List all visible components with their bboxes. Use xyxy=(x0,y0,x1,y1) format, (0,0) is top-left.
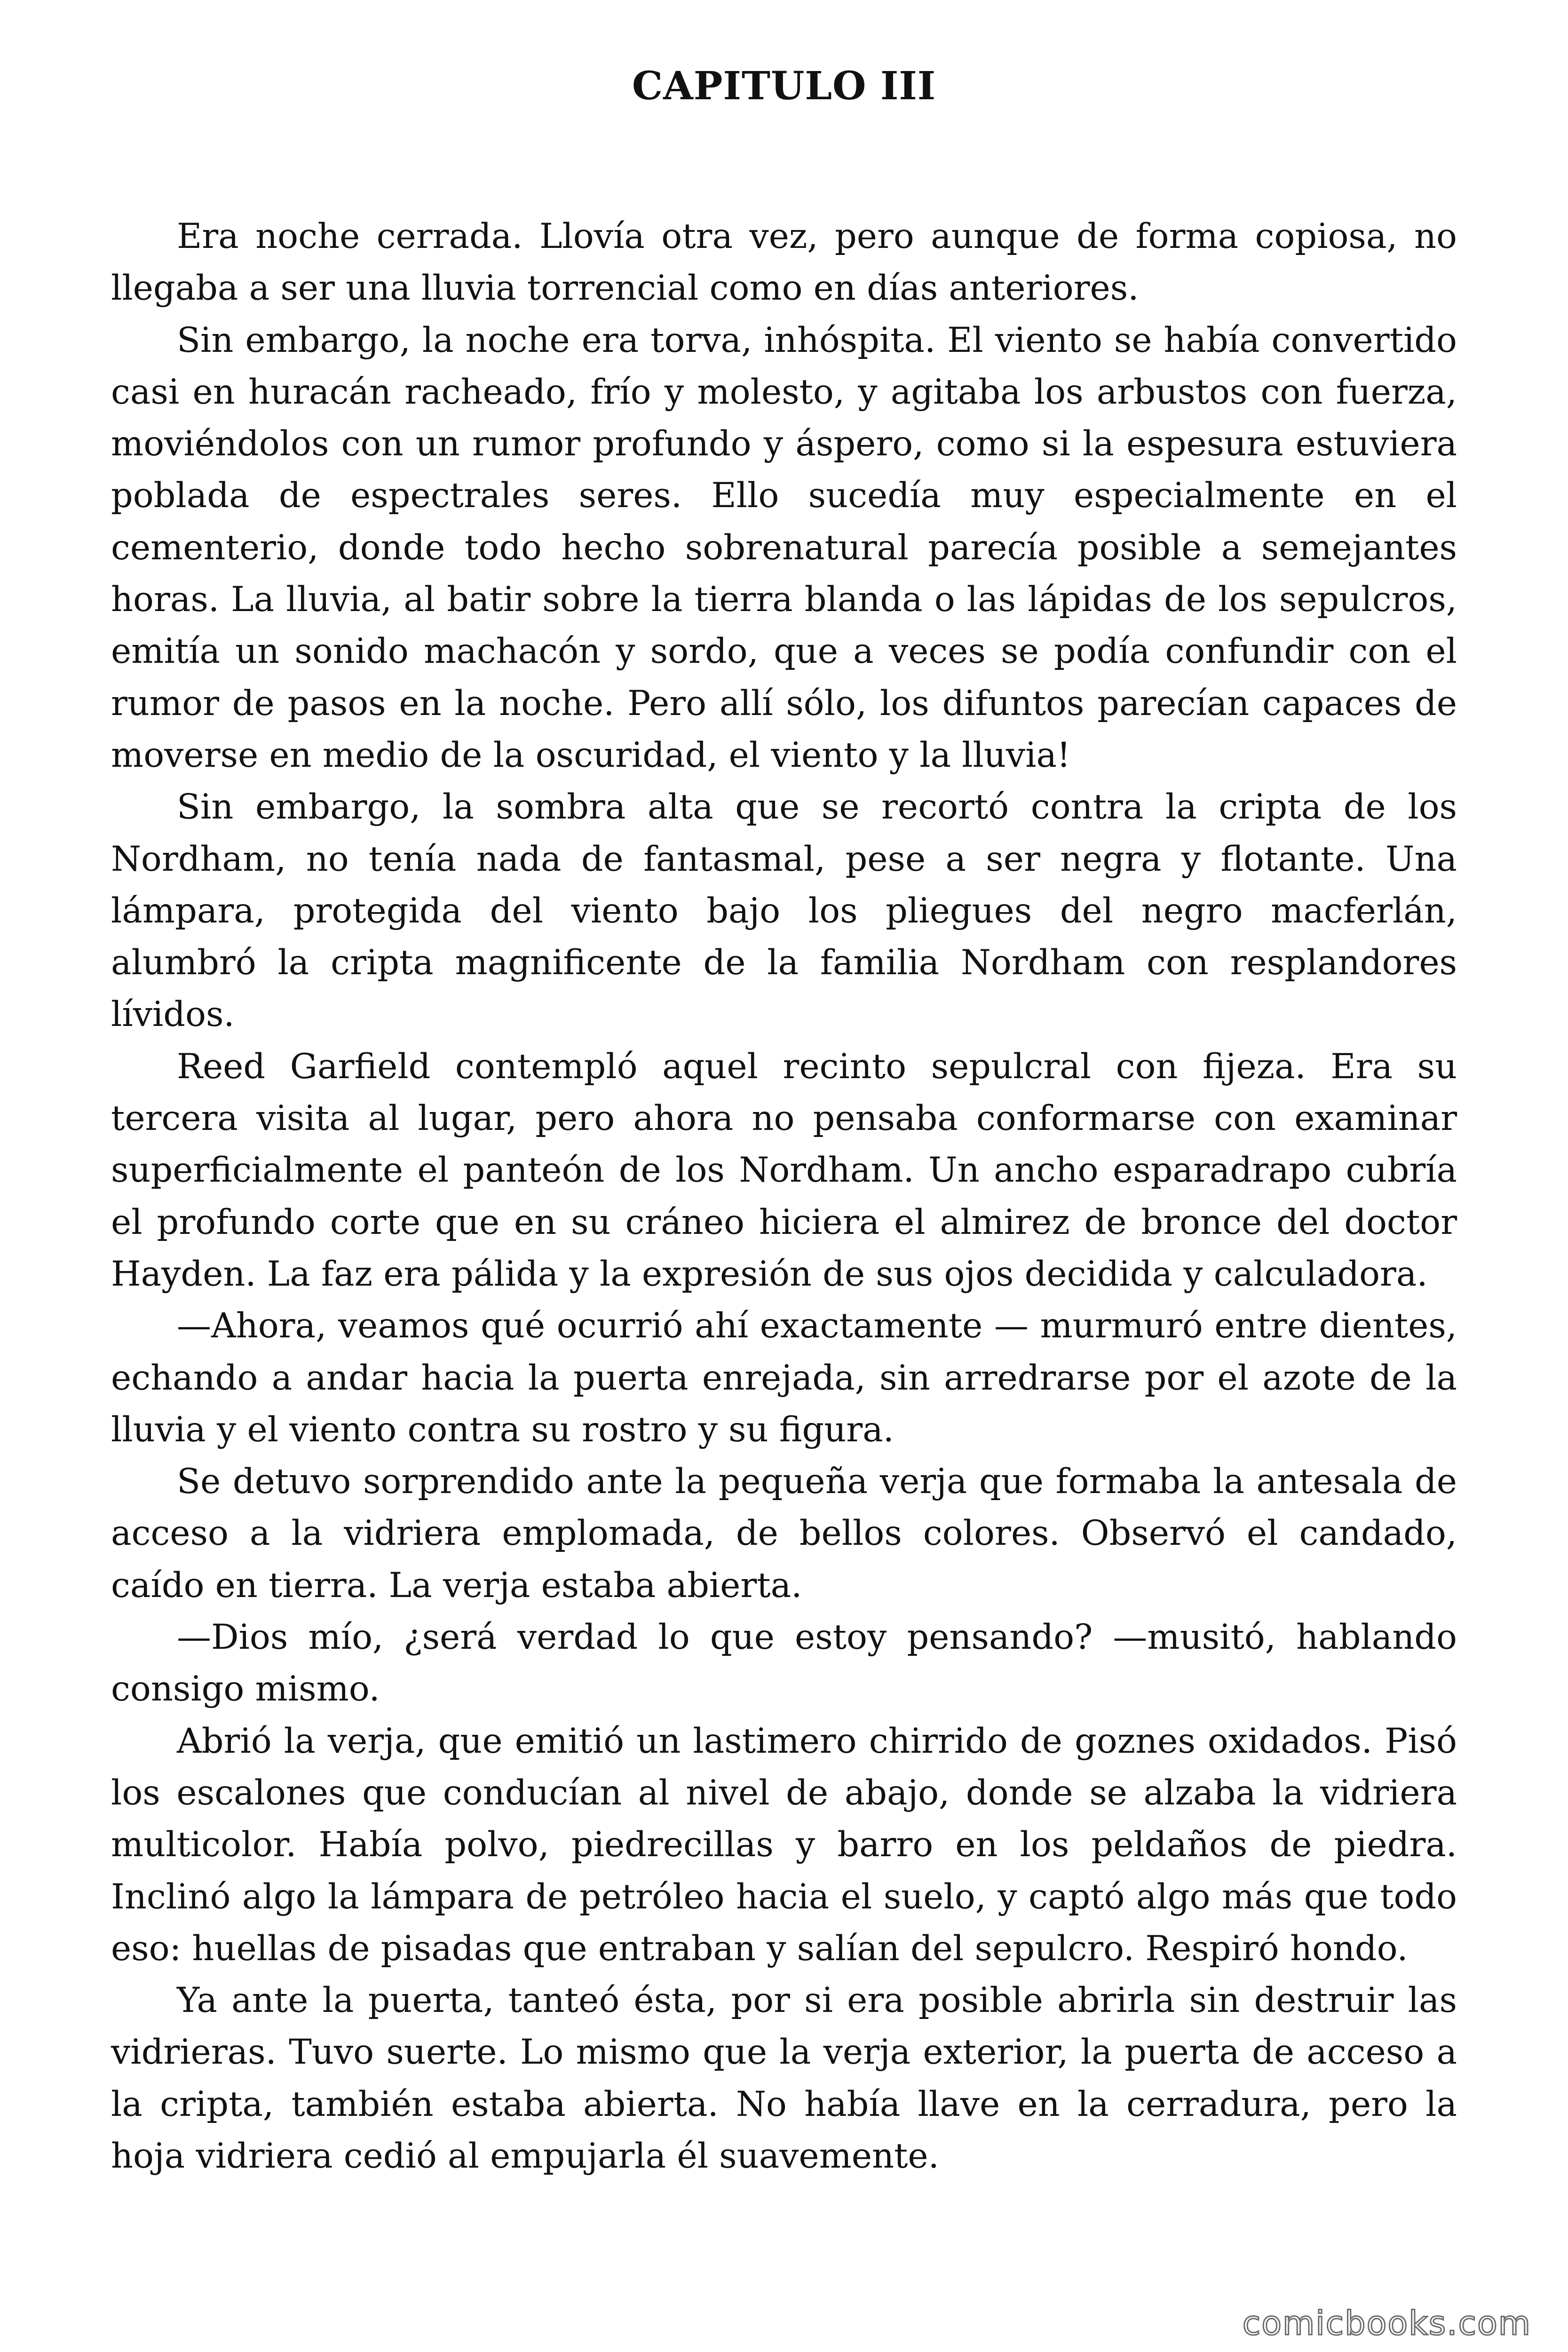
paragraph: Sin embargo, la noche era torva, inhóspita. El viento se había convertido casi en huracán racheado, frío y molesto, y agitaba los arbustos con fuerza, moviéndolos con un rumor profundo y áspero, como si la espesura estuviera poblada de espectrales seres. Ello sucedía muy especialmente en el cementerio, donde todo hecho sobrenatural parecía posible a semejantes horas. La lluvia, al batir sobre la tierra blanda o las lápidas de los sepulcros, emitía un sonido machacón y sordo, que a veces se podía confundir con el rumor de pasos en la noche. Pero allí sólo, los difuntos parecían capaces de moverse en medio de la oscuridad, el viento y la lluvia! xyxy=(111,320,1457,775)
paragraph: —Ahora, veamos qué ocurrió ahí exactamente — murmuró entre dientes, echando a andar hacia la puerta enrejada, sin arredrarse por el azote de la lluvia y el viento contra su rostro y su figura. xyxy=(111,1306,1457,1450)
book-page xyxy=(111,0,1457,2352)
paragraph: —Dios mío, ¿será verdad lo que estoy pensando? —musitó, hablando consigo mismo. xyxy=(111,1617,1457,1709)
paragraph: Se detuvo sorprendido ante la pequeña verja que formaba la antesala de acceso a la vidriera emplomada, de bellos colores. Observó el candado, caído en tierra. La verja estaba abierta. xyxy=(111,1462,1457,1605)
body-text xyxy=(111,211,1457,2182)
paragraph: Era noche cerrada. Llovía otra vez, pero aunque de forma copiosa, no llegaba a ser una lluvia torrencial como en días anteriores. xyxy=(111,216,1457,309)
paragraph: Reed Garfield contempló aquel recinto sepulcral con fijeza. Era su tercera visita al lugar, pero ahora no pensaba conformarse con examinar superficialmente el panteón de los Nordham. Un ancho esparadrapo cubría el profundo corte que en su cráneo hiciera el almirez de bronce del doctor Hayden. La faz era pálida y la expresión de sus ojos decidida y calculadora. xyxy=(111,1046,1457,1294)
paragraph: Ya ante la puerta, tanteó ésta, por si era posible abrirla sin destruir las vidrieras. Tuvo suerte. Lo mismo que la verja exterior, la puerta de acceso a la cripta, también estaba abierta. No había llave en la cerradura, pero la hoja vidriera cedió al empujarla él suavemente. xyxy=(111,1980,1457,2176)
watermark: comicbooks.com xyxy=(1242,2304,1531,2343)
chapter-title: CAPITULO III xyxy=(632,64,936,109)
paragraph: Sin embargo, la sombra alta que se recortó contra la cripta de los Nordham, no tenía nada de fantasmal, pese a ser negra y flotante. Una lámpara, protegida del viento bajo los pliegues del negro macferlán, alumbró la cripta magnificente de la familia Nordham con resplandores lívidos. xyxy=(111,787,1457,1035)
paragraph: Abrió la verja, que emitió un lastimero chirrido de goznes oxidados. Pisó los escalones que conducían al nivel de abajo, donde se alzaba la vidriera multicolor. Había polvo, piedrecillas y barro en los peldaños de piedra. Inclinó algo la lámpara de petróleo hacia el suelo, y captó algo más que todo eso: huellas de pisadas que entraban y salían del sepulcro. Respiró hondo. xyxy=(111,1721,1457,1969)
